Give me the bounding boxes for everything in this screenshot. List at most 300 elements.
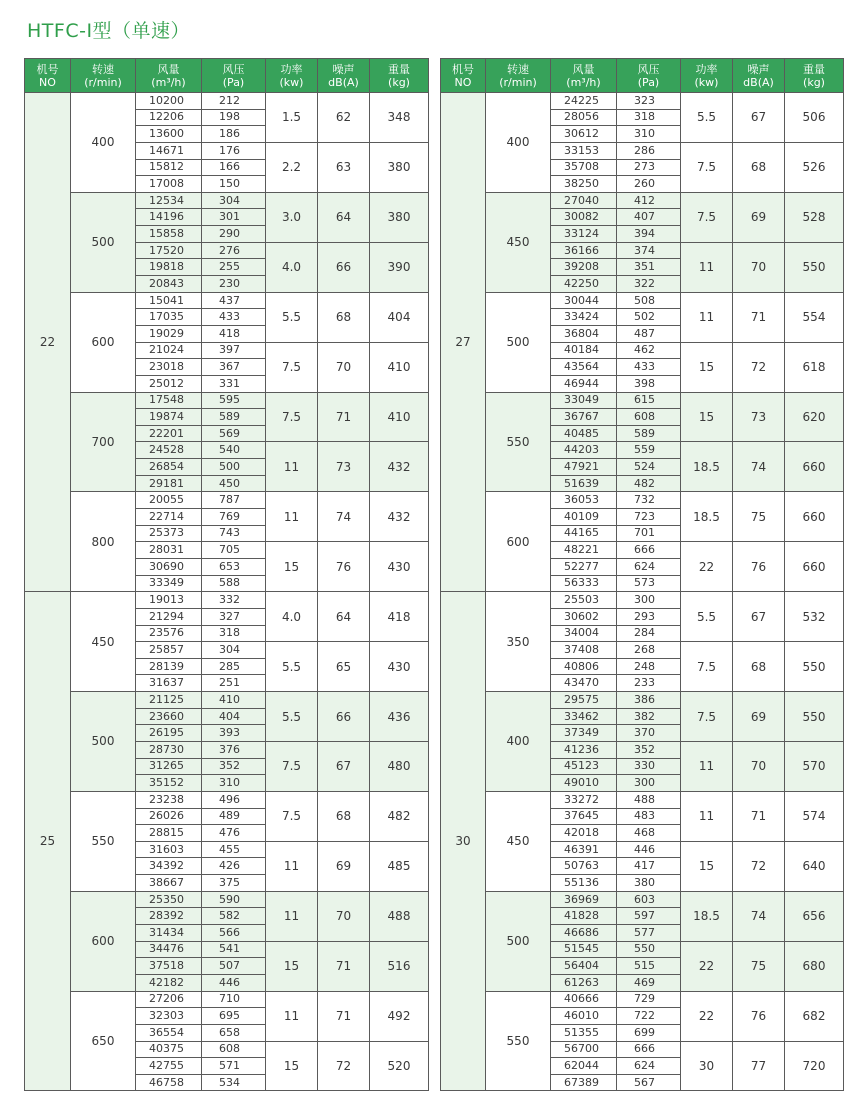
table-row [25, 93, 429, 110]
pressure-cell: 437 [202, 292, 266, 309]
airflow-cell: 36767 [551, 409, 617, 426]
airflow-cell: 17548 [136, 392, 202, 409]
noise-cell: 68 [318, 791, 370, 841]
pressure-cell: 284 [617, 625, 681, 642]
noise-cell: 76 [733, 991, 785, 1041]
airflow-cell: 30690 [136, 558, 202, 575]
machine-no-cell: 27 [441, 93, 486, 592]
pressure-cell: 304 [202, 192, 266, 209]
pressure-cell: 487 [617, 325, 681, 342]
noise-cell: 65 [318, 642, 370, 692]
airflow-cell: 17520 [136, 242, 202, 259]
noise-cell: 76 [318, 542, 370, 592]
pressure-cell: 524 [617, 459, 681, 476]
noise-cell: 74 [733, 891, 785, 941]
pressure-cell: 515 [617, 958, 681, 975]
pressure-cell: 608 [617, 409, 681, 426]
airflow-cell: 21024 [136, 342, 202, 359]
airflow-cell: 27040 [551, 192, 617, 209]
weight-cell: 485 [370, 841, 429, 891]
noise-cell: 73 [318, 442, 370, 492]
airflow-cell: 30612 [551, 126, 617, 143]
airflow-cell: 56333 [551, 575, 617, 592]
power-cell: 15 [266, 542, 318, 592]
power-cell: 11 [266, 991, 318, 1041]
machine-no-cell: 30 [441, 592, 486, 1091]
pressure-cell: 589 [617, 425, 681, 442]
weight-cell: 618 [785, 342, 844, 392]
pressure-cell: 446 [617, 841, 681, 858]
noise-cell: 70 [733, 242, 785, 292]
airflow-cell: 36166 [551, 242, 617, 259]
airflow-cell: 37645 [551, 808, 617, 825]
airflow-cell: 28139 [136, 658, 202, 675]
airflow-cell: 42018 [551, 825, 617, 842]
table-row [441, 192, 844, 209]
pressure-cell: 251 [202, 675, 266, 692]
speed-cell: 600 [486, 492, 551, 592]
pressure-cell: 382 [617, 708, 681, 725]
pressure-cell: 290 [202, 226, 266, 243]
airflow-cell: 22714 [136, 509, 202, 526]
airflow-cell: 33349 [136, 575, 202, 592]
airflow-cell: 67389 [551, 1074, 617, 1091]
pressure-cell: 260 [617, 176, 681, 193]
power-cell: 2.2 [266, 142, 318, 192]
airflow-cell: 56404 [551, 958, 617, 975]
pressure-cell: 468 [617, 825, 681, 842]
power-cell: 1.5 [266, 93, 318, 143]
pressure-cell: 534 [202, 1074, 266, 1091]
pressure-cell: 476 [202, 825, 266, 842]
weight-cell: 682 [785, 991, 844, 1041]
pressure-cell: 769 [202, 509, 266, 526]
noise-cell: 69 [733, 692, 785, 742]
pressure-cell: 488 [617, 791, 681, 808]
pressure-cell: 569 [202, 425, 266, 442]
airflow-cell: 23660 [136, 708, 202, 725]
page-title: HTFC-Ⅰ型（单速） [27, 20, 191, 42]
header-airflow [551, 59, 617, 93]
table-row [441, 392, 844, 409]
airflow-cell: 36053 [551, 492, 617, 509]
pressure-cell: 701 [617, 525, 681, 542]
power-cell: 11 [266, 442, 318, 492]
airflow-cell: 50763 [551, 858, 617, 875]
airflow-cell: 12206 [136, 109, 202, 126]
airflow-cell: 55136 [551, 875, 617, 892]
airflow-cell: 46391 [551, 841, 617, 858]
noise-cell: 67 [733, 592, 785, 642]
power-cell: 5.5 [266, 692, 318, 742]
noise-cell: 76 [733, 542, 785, 592]
power-cell: 5.5 [681, 592, 733, 642]
weight-cell: 432 [370, 492, 429, 542]
airflow-cell: 15812 [136, 159, 202, 176]
weight-cell: 506 [785, 93, 844, 143]
table-header [25, 59, 429, 93]
pressure-cell: 150 [202, 176, 266, 193]
pressure-cell: 176 [202, 142, 266, 159]
speed-cell: 550 [486, 991, 551, 1091]
airflow-cell: 21294 [136, 608, 202, 625]
pressure-cell: 571 [202, 1058, 266, 1075]
power-cell: 22 [681, 941, 733, 991]
pressure-cell: 559 [617, 442, 681, 459]
power-cell: 11 [681, 292, 733, 342]
noise-cell: 67 [318, 741, 370, 791]
table-row [25, 192, 429, 209]
header-label: 转速 [92, 62, 114, 76]
pressure-cell: 233 [617, 675, 681, 692]
table-row [441, 692, 844, 709]
pressure-cell: 705 [202, 542, 266, 559]
airflow-cell: 22201 [136, 425, 202, 442]
header-label: 功率 [280, 62, 303, 76]
header-label: 风压 [637, 62, 660, 76]
airflow-cell: 40666 [551, 991, 617, 1008]
airflow-cell: 33153 [551, 142, 617, 159]
header-unit: dB(A) [743, 75, 774, 89]
power-cell: 30 [681, 1041, 733, 1091]
speed-cell: 500 [71, 192, 136, 292]
pressure-cell: 426 [202, 858, 266, 875]
airflow-cell: 43564 [551, 359, 617, 376]
pressure-cell: 375 [202, 875, 266, 892]
table-row [441, 991, 844, 1008]
pressure-cell: 433 [202, 309, 266, 326]
pressure-cell: 352 [202, 758, 266, 775]
weight-cell: 348 [370, 93, 429, 143]
noise-cell: 73 [733, 392, 785, 442]
header-label: 转速 [507, 62, 529, 76]
pressure-cell: 507 [202, 958, 266, 975]
airflow-cell: 33272 [551, 791, 617, 808]
header-label: 功率 [695, 62, 718, 76]
power-cell: 15 [681, 841, 733, 891]
speed-cell: 350 [486, 592, 551, 692]
table-row [441, 891, 844, 908]
pressure-cell: 276 [202, 242, 266, 259]
speed-cell: 400 [486, 93, 551, 193]
pressure-cell: 567 [617, 1074, 681, 1091]
airflow-cell: 26195 [136, 725, 202, 742]
power-cell: 7.5 [266, 392, 318, 442]
airflow-cell: 33424 [551, 309, 617, 326]
airflow-cell: 30044 [551, 292, 617, 309]
weight-cell: 680 [785, 941, 844, 991]
airflow-cell: 27206 [136, 991, 202, 1008]
airflow-cell: 21125 [136, 692, 202, 709]
airflow-cell: 56700 [551, 1041, 617, 1058]
airflow-cell: 44203 [551, 442, 617, 459]
power-cell: 22 [681, 991, 733, 1041]
airflow-cell: 43470 [551, 675, 617, 692]
noise-cell: 71 [733, 791, 785, 841]
airflow-cell: 38667 [136, 875, 202, 892]
table-row [441, 492, 844, 509]
weight-cell: 480 [370, 741, 429, 791]
pressure-cell: 310 [617, 126, 681, 143]
noise-cell: 64 [318, 592, 370, 642]
airflow-cell: 17008 [136, 176, 202, 193]
table-row [441, 592, 844, 609]
power-cell: 7.5 [681, 192, 733, 242]
pressure-cell: 502 [617, 309, 681, 326]
weight-cell: 660 [785, 542, 844, 592]
weight-cell: 430 [370, 542, 429, 592]
power-cell: 11 [681, 741, 733, 791]
pressure-cell: 615 [617, 392, 681, 409]
weight-cell: 488 [370, 891, 429, 941]
table-header [441, 59, 844, 93]
airflow-cell: 38250 [551, 176, 617, 193]
airflow-cell: 41236 [551, 741, 617, 758]
weight-cell: 550 [785, 692, 844, 742]
pressure-cell: 352 [617, 741, 681, 758]
table-row [25, 292, 429, 309]
pressure-cell: 666 [617, 1041, 681, 1058]
table-row [441, 791, 844, 808]
airflow-cell: 28730 [136, 741, 202, 758]
airflow-cell: 17035 [136, 309, 202, 326]
header-pressure [617, 59, 681, 93]
pressure-cell: 351 [617, 259, 681, 276]
pressure-cell: 489 [202, 808, 266, 825]
header-noise [318, 59, 370, 93]
airflow-cell: 10200 [136, 93, 202, 110]
airflow-cell: 35152 [136, 775, 202, 792]
pressure-cell: 582 [202, 908, 266, 925]
weight-cell: 410 [370, 342, 429, 392]
airflow-cell: 42182 [136, 974, 202, 991]
airflow-cell: 23238 [136, 791, 202, 808]
pressure-cell: 300 [617, 592, 681, 609]
pressure-cell: 198 [202, 109, 266, 126]
weight-cell: 550 [785, 642, 844, 692]
speed-cell: 600 [71, 292, 136, 392]
pressure-cell: 566 [202, 925, 266, 942]
noise-cell: 71 [318, 991, 370, 1041]
speed-cell: 700 [71, 392, 136, 492]
speed-cell: 450 [486, 791, 551, 891]
power-cell: 18.5 [681, 442, 733, 492]
pressure-cell: 331 [202, 375, 266, 392]
airflow-cell: 30082 [551, 209, 617, 226]
power-cell: 18.5 [681, 891, 733, 941]
header-weight [785, 59, 844, 93]
pressure-cell: 577 [617, 925, 681, 942]
pressure-cell: 301 [202, 209, 266, 226]
power-cell: 15 [266, 941, 318, 991]
pressure-cell: 508 [617, 292, 681, 309]
airflow-cell: 28056 [551, 109, 617, 126]
pressure-cell: 166 [202, 159, 266, 176]
pressure-cell: 310 [202, 775, 266, 792]
airflow-cell: 34004 [551, 625, 617, 642]
pressure-cell: 412 [617, 192, 681, 209]
power-cell: 4.0 [266, 242, 318, 292]
airflow-cell: 19818 [136, 259, 202, 276]
table-row [441, 93, 844, 110]
header-machine-no [25, 59, 71, 93]
pressure-cell: 367 [202, 359, 266, 376]
speed-cell: 500 [486, 292, 551, 392]
airflow-cell: 13600 [136, 126, 202, 143]
airflow-cell: 37408 [551, 642, 617, 659]
noise-cell: 64 [318, 192, 370, 242]
airflow-cell: 15858 [136, 226, 202, 243]
airflow-cell: 37349 [551, 725, 617, 742]
airflow-cell: 23018 [136, 359, 202, 376]
power-cell: 11 [681, 242, 733, 292]
weight-cell: 492 [370, 991, 429, 1041]
airflow-cell: 31637 [136, 675, 202, 692]
speed-cell: 400 [71, 93, 136, 193]
airflow-cell: 51545 [551, 941, 617, 958]
airflow-cell: 25012 [136, 375, 202, 392]
pressure-cell: 417 [617, 858, 681, 875]
weight-cell: 526 [785, 142, 844, 192]
pressure-cell: 418 [202, 325, 266, 342]
pressure-cell: 286 [617, 142, 681, 159]
pressure-cell: 293 [617, 608, 681, 625]
airflow-cell: 23576 [136, 625, 202, 642]
pressure-cell: 590 [202, 891, 266, 908]
airflow-cell: 39208 [551, 259, 617, 276]
power-cell: 11 [266, 841, 318, 891]
pressure-cell: 540 [202, 442, 266, 459]
pressure-cell: 386 [617, 692, 681, 709]
pressure-cell: 186 [202, 126, 266, 143]
airflow-cell: 20843 [136, 276, 202, 293]
noise-cell: 69 [733, 192, 785, 242]
airflow-cell: 48221 [551, 542, 617, 559]
pressure-cell: 398 [617, 375, 681, 392]
pressure-cell: 658 [202, 1024, 266, 1041]
pressure-cell: 455 [202, 841, 266, 858]
table-row [25, 392, 429, 409]
airflow-cell: 42755 [136, 1058, 202, 1075]
pressure-cell: 482 [617, 475, 681, 492]
pressure-cell: 603 [617, 891, 681, 908]
weight-cell: 410 [370, 392, 429, 442]
noise-cell: 77 [733, 1041, 785, 1091]
airflow-cell: 24528 [136, 442, 202, 459]
pressure-cell: 608 [202, 1041, 266, 1058]
airflow-cell: 33124 [551, 226, 617, 243]
pressure-cell: 446 [202, 974, 266, 991]
airflow-cell: 19013 [136, 592, 202, 609]
speed-cell: 650 [71, 991, 136, 1091]
pressure-cell: 732 [617, 492, 681, 509]
power-cell: 3.0 [266, 192, 318, 242]
pressure-cell: 393 [202, 725, 266, 742]
speed-cell: 500 [71, 692, 136, 792]
noise-cell: 68 [733, 642, 785, 692]
airflow-cell: 33049 [551, 392, 617, 409]
weight-cell: 380 [370, 142, 429, 192]
airflow-cell: 25373 [136, 525, 202, 542]
noise-cell: 70 [318, 342, 370, 392]
weight-cell: 520 [370, 1041, 429, 1091]
pressure-cell: 699 [617, 1024, 681, 1041]
airflow-cell: 40375 [136, 1041, 202, 1058]
airflow-cell: 46758 [136, 1074, 202, 1091]
power-cell: 7.5 [681, 142, 733, 192]
weight-cell: 436 [370, 692, 429, 742]
pressure-cell: 318 [202, 625, 266, 642]
airflow-cell: 26026 [136, 808, 202, 825]
noise-cell: 70 [318, 891, 370, 941]
pressure-cell: 376 [202, 741, 266, 758]
power-cell: 15 [266, 1041, 318, 1091]
noise-cell: 68 [733, 142, 785, 192]
header-label: 机号 [36, 62, 59, 76]
power-cell: 7.5 [266, 791, 318, 841]
noise-cell: 71 [733, 292, 785, 342]
weight-cell: 640 [785, 841, 844, 891]
pressure-cell: 285 [202, 658, 266, 675]
airflow-cell: 49010 [551, 775, 617, 792]
airflow-cell: 15041 [136, 292, 202, 309]
airflow-cell: 19874 [136, 409, 202, 426]
airflow-cell: 36969 [551, 891, 617, 908]
header-label: 噪声 [332, 62, 355, 76]
header-unit: (kw) [694, 75, 719, 89]
pressure-cell: 450 [202, 475, 266, 492]
header-unit: (kg) [803, 75, 825, 89]
power-cell: 18.5 [681, 492, 733, 542]
airflow-cell: 31603 [136, 841, 202, 858]
pressure-cell: 624 [617, 558, 681, 575]
pressure-cell: 300 [617, 775, 681, 792]
airflow-cell: 19029 [136, 325, 202, 342]
pressure-cell: 212 [202, 93, 266, 110]
airflow-cell: 37518 [136, 958, 202, 975]
pressure-cell: 318 [617, 109, 681, 126]
airflow-cell: 40485 [551, 425, 617, 442]
pressure-cell: 666 [617, 542, 681, 559]
airflow-cell: 40184 [551, 342, 617, 359]
weight-cell: 660 [785, 442, 844, 492]
weight-cell: 570 [785, 741, 844, 791]
speed-cell: 550 [486, 392, 551, 492]
pressure-cell: 380 [617, 875, 681, 892]
machine-no-cell: 22 [25, 93, 71, 592]
pressure-cell: 469 [617, 974, 681, 991]
airflow-cell: 29575 [551, 692, 617, 709]
table-row [441, 292, 844, 309]
header-unit: (m³/h) [566, 75, 601, 89]
pressure-cell: 322 [617, 276, 681, 293]
airflow-cell: 29181 [136, 475, 202, 492]
header-unit: (Pa) [637, 75, 660, 89]
pressure-cell: 624 [617, 1058, 681, 1075]
pressure-cell: 374 [617, 242, 681, 259]
noise-cell: 71 [318, 941, 370, 991]
noise-cell: 68 [318, 292, 370, 342]
airflow-cell: 24225 [551, 93, 617, 110]
power-cell: 7.5 [681, 642, 733, 692]
header-label: 风量 [157, 62, 180, 76]
airflow-cell: 28031 [136, 542, 202, 559]
power-cell: 7.5 [266, 741, 318, 791]
weight-cell: 660 [785, 492, 844, 542]
header-noise [733, 59, 785, 93]
airflow-cell: 61263 [551, 974, 617, 991]
pressure-cell: 332 [202, 592, 266, 609]
